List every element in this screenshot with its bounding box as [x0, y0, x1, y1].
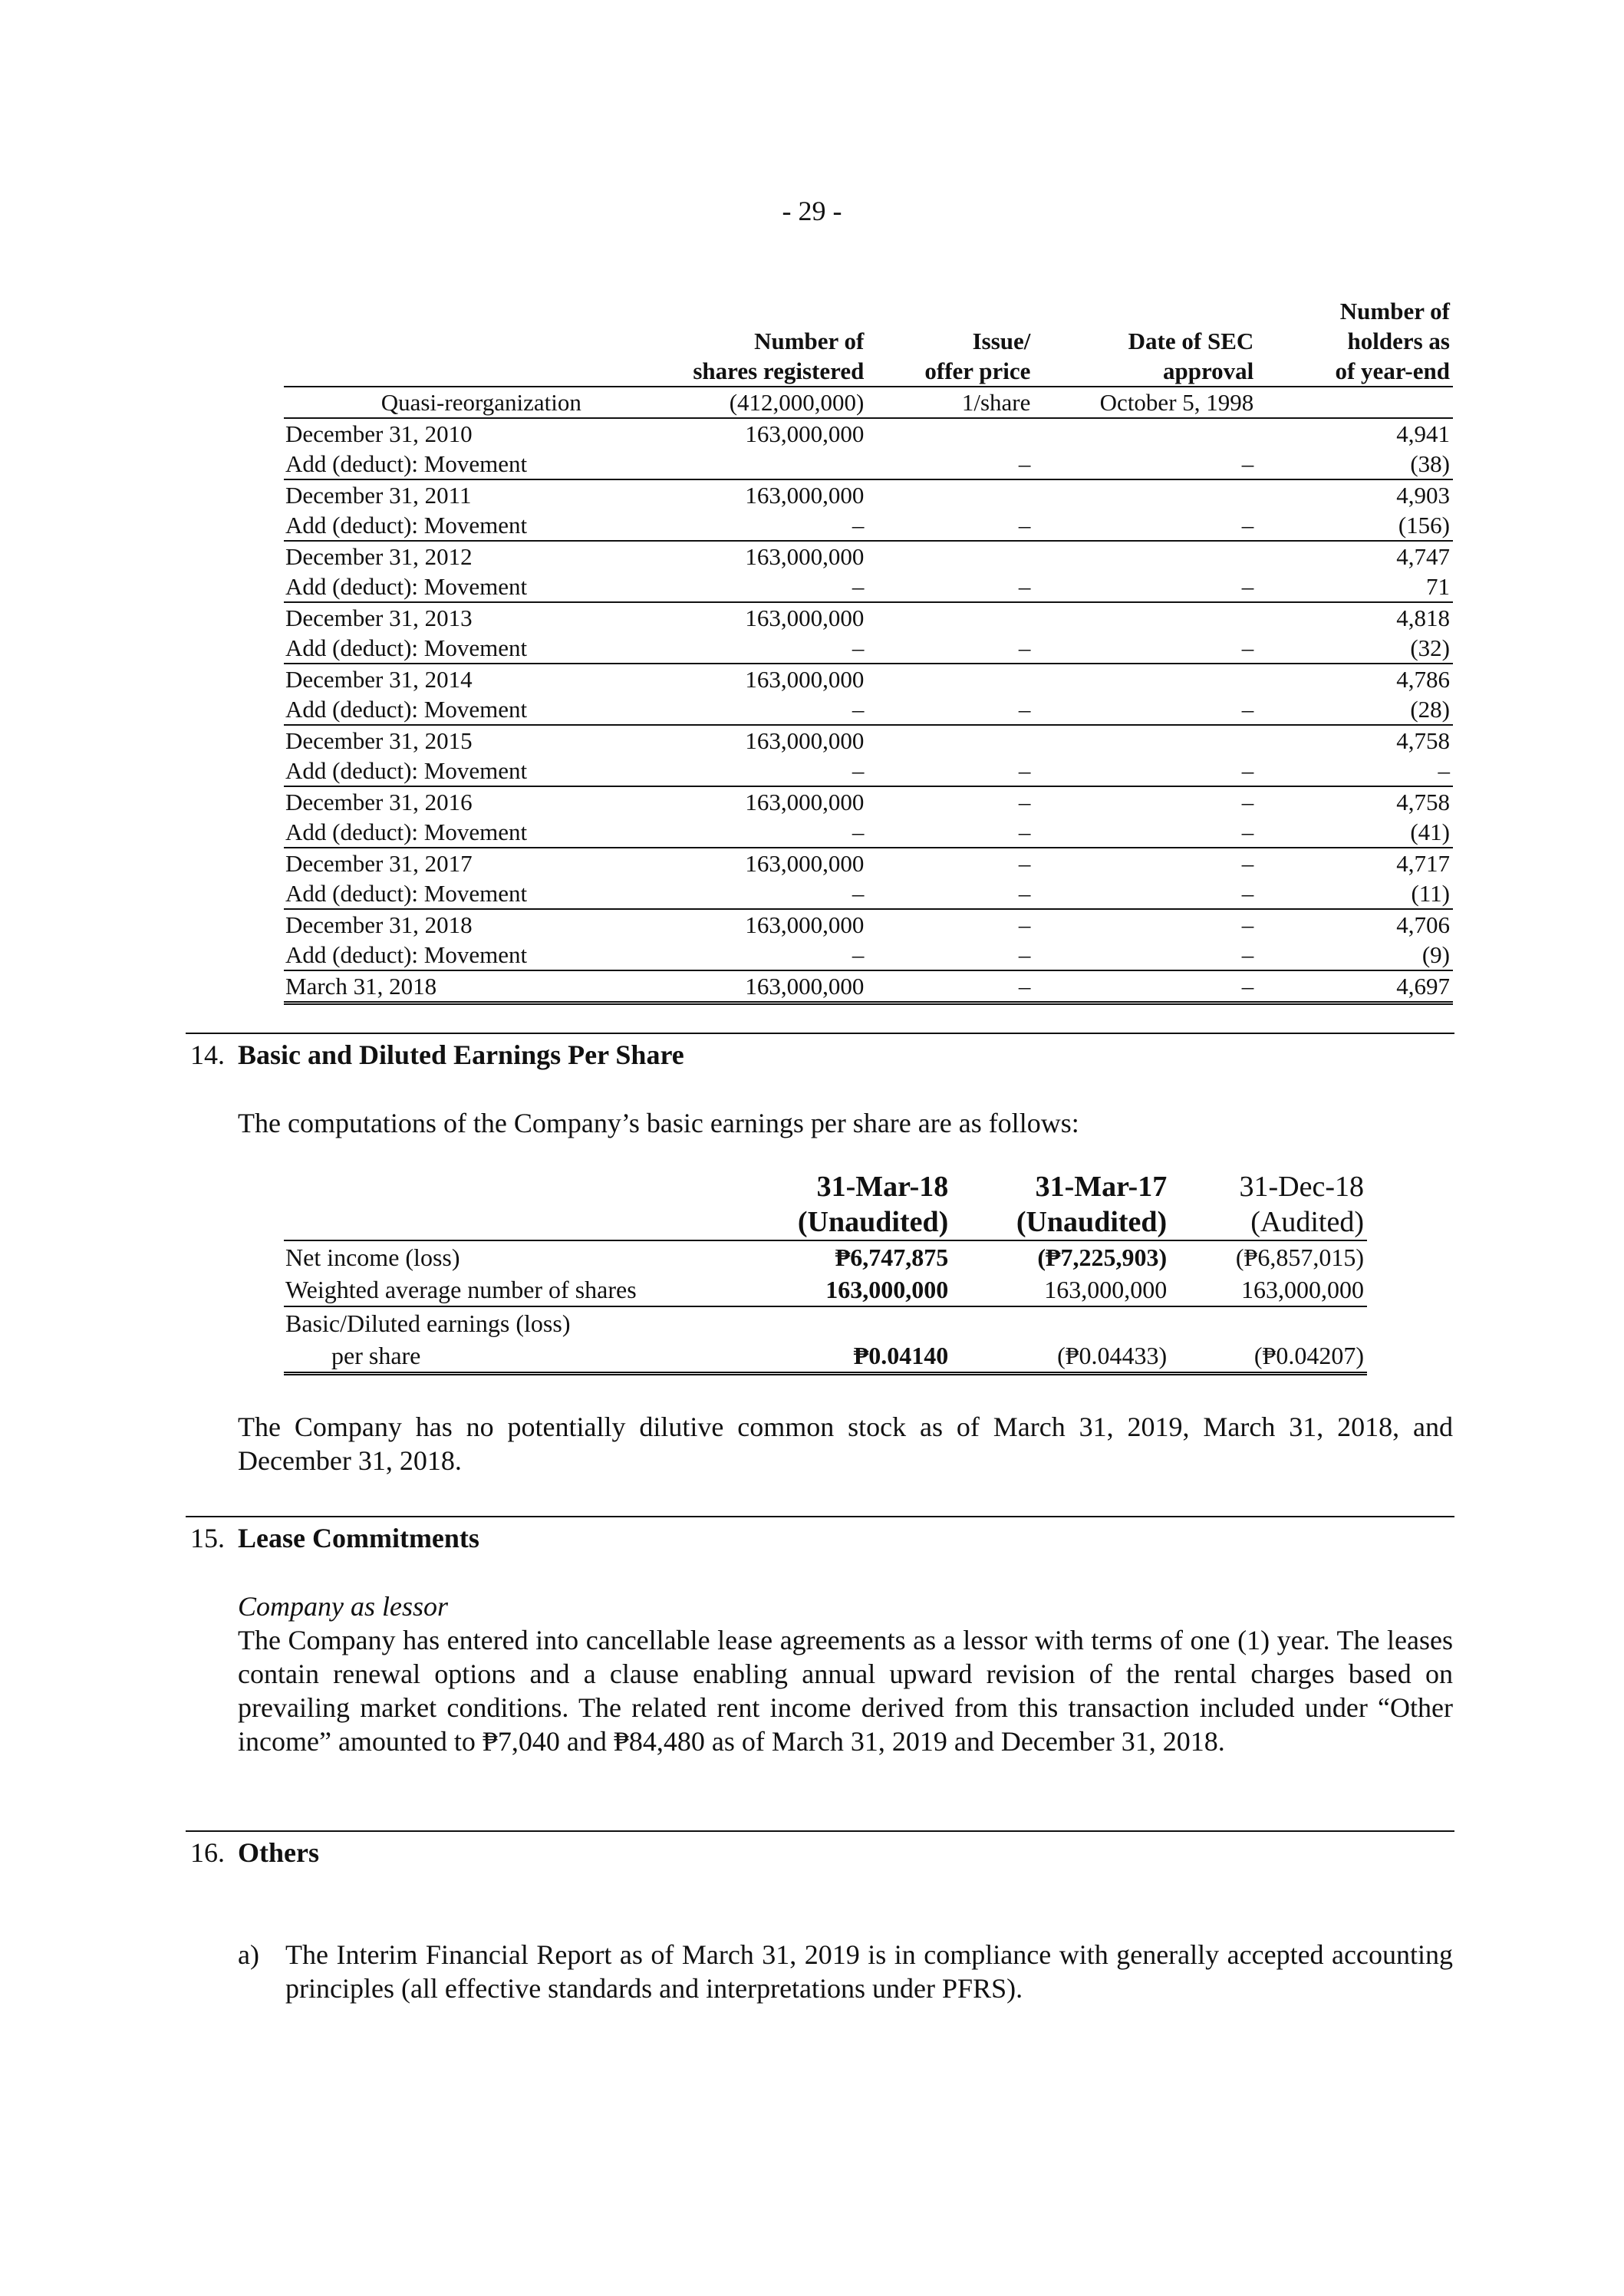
table-row	[284, 633, 1453, 664]
table-header-row-2	[284, 326, 1453, 356]
row-value: 163,000,000	[736, 1273, 948, 1306]
row-date: –	[1030, 970, 1253, 1003]
row-price: –	[864, 878, 1030, 909]
row-shares: 163,000,000	[745, 604, 865, 631]
row-shares: –	[679, 694, 865, 725]
row-shares: –	[679, 817, 865, 848]
list-marker: a)	[238, 1939, 259, 1970]
eps-header-row-1	[284, 1169, 1367, 1204]
section-divider	[186, 1830, 1454, 1832]
row-holders: 4,941	[1396, 420, 1450, 447]
row-price: –	[864, 817, 1030, 848]
section-15-heading	[190, 1522, 479, 1554]
row-label: December 31, 2017	[285, 850, 473, 877]
table-row	[284, 449, 1453, 479]
row-price: –	[864, 756, 1030, 786]
row-price: –	[864, 572, 1030, 602]
section-title: Lease Commitments	[238, 1523, 479, 1553]
row-holders: 4,758	[1396, 789, 1450, 815]
table-row	[284, 479, 1453, 510]
row-label: December 31, 2010	[285, 420, 473, 447]
row-date: –	[1030, 449, 1253, 479]
header-holders-line3: of year-end	[1253, 356, 1453, 387]
row-date	[1030, 725, 1253, 756]
header-holders-line1: Number of	[1339, 298, 1450, 324]
section-title: Others	[238, 1837, 319, 1868]
row-label: Net income (loss)	[285, 1244, 460, 1271]
lease-body: The Company has entered into cancellable lease agreements as a lessor with terms of one (1) year. The leases contain renewal options and a clause enabling annual upward revision of the rental charges based on prevailing market conditions. The related rent income derived from this transaction included under “Other income” amounted to ₱7,040 and ₱84,480 as of March 31, 2019 and December 31, 2018.	[238, 1625, 1453, 1757]
row-value: (₱0.04207)	[1167, 1339, 1367, 1374]
row-label: Basic/Diluted earnings (loss)	[285, 1309, 571, 1337]
table-header-row-1	[284, 296, 1453, 326]
section-16-heading	[190, 1836, 319, 1869]
row-date: –	[1030, 817, 1253, 848]
quasi-reorganization-row	[284, 387, 1453, 418]
row-shares: –	[679, 756, 865, 786]
section-number: 16.	[190, 1837, 225, 1868]
row-label: per share	[284, 1339, 736, 1374]
row-price	[864, 479, 1030, 510]
header-shares-line1: Number of	[754, 328, 865, 354]
row-holders: 4,717	[1396, 850, 1450, 877]
eps-header-row-2	[284, 1204, 1367, 1240]
table-header-row-3	[284, 356, 1453, 387]
row-shares: –	[679, 510, 865, 541]
row-price	[864, 725, 1030, 756]
table-row	[284, 572, 1453, 602]
row-date: –	[1241, 789, 1254, 815]
table-row	[284, 725, 1453, 756]
row-price: –	[1018, 911, 1031, 938]
row-holders: 4,706	[1396, 911, 1450, 938]
row-shares: –	[679, 633, 865, 664]
header-price-line2: offer price	[864, 356, 1030, 387]
row-price: 1/share	[864, 387, 1030, 418]
section-title: Basic and Diluted Earnings Per Share	[238, 1039, 684, 1070]
row-holders: 4,818	[1396, 604, 1450, 631]
row-price: –	[864, 449, 1030, 479]
eps-col1-line2: (Unaudited)	[736, 1204, 948, 1240]
eps-per-share-row	[284, 1339, 1367, 1374]
row-holders: 4,903	[1396, 482, 1450, 509]
row-holders: 4,758	[1396, 727, 1450, 754]
page-number: - 29 -	[782, 196, 842, 226]
row-shares: –	[679, 940, 865, 970]
row-price: –	[864, 633, 1030, 664]
eps-weighted-row	[284, 1273, 1367, 1306]
eps-col2-line2: (Unaudited)	[948, 1204, 1167, 1240]
row-shares: 163,000,000	[745, 911, 865, 938]
eps-col3-line1: 31-Dec-18	[1239, 1171, 1364, 1203]
eps-col3-line2: (Audited)	[1167, 1204, 1367, 1240]
row-date: –	[1241, 850, 1254, 877]
row-shares: 163,000,000	[745, 543, 865, 570]
section-divider	[186, 1516, 1454, 1517]
row-holders: (156)	[1253, 510, 1453, 541]
row-shares	[679, 449, 865, 479]
eps-col1-line1: 31-Mar-18	[816, 1171, 949, 1203]
row-holders: (9)	[1253, 940, 1453, 970]
table-row	[284, 848, 1453, 878]
table-row	[284, 418, 1453, 449]
header-price-line1: Issue/	[972, 328, 1031, 354]
row-label: Add (deduct): Movement	[284, 940, 679, 970]
table-row	[284, 970, 1453, 1003]
section-divider	[186, 1033, 1454, 1034]
eps-label-row	[284, 1306, 1367, 1339]
row-shares: 163,000,000	[745, 850, 865, 877]
section-number: 15.	[190, 1523, 225, 1553]
header-sec-line1: Date of SEC	[1128, 328, 1254, 354]
eps-col2-line1: 31-Mar-17	[1035, 1171, 1168, 1203]
row-holders: (38)	[1253, 449, 1453, 479]
row-price: –	[864, 510, 1030, 541]
row-label: Add (deduct): Movement	[284, 878, 679, 909]
row-value: 163,000,000	[1167, 1273, 1367, 1306]
row-label: Add (deduct): Movement	[284, 817, 679, 848]
table-row	[284, 940, 1453, 970]
row-date: –	[1030, 510, 1253, 541]
header-sec-line2: approval	[1030, 356, 1253, 387]
row-holders: 4,786	[1396, 666, 1450, 693]
eps-table	[284, 1169, 1367, 1375]
row-date: –	[1030, 878, 1253, 909]
table-row	[284, 909, 1453, 940]
row-date	[1030, 418, 1253, 449]
row-price: –	[864, 940, 1030, 970]
row-label: Add (deduct): Movement	[284, 756, 679, 786]
row-price	[864, 664, 1030, 694]
eps-intro: The computations of the Company’s basic earnings per share are as follows:	[238, 1108, 1079, 1138]
lessor-subheading: Company as lessor	[238, 1591, 449, 1622]
table-row	[284, 664, 1453, 694]
row-holders: 4,697	[1253, 970, 1453, 1003]
row-shares: –	[679, 572, 865, 602]
row-shares: 163,000,000	[679, 970, 865, 1003]
row-shares: 163,000,000	[745, 727, 865, 754]
row-holders: 4,747	[1396, 543, 1450, 570]
row-label: Weighted average number of shares	[284, 1273, 736, 1306]
header-shares-line2: shares registered	[679, 356, 865, 387]
row-value: ₱0.04140	[736, 1339, 948, 1374]
table-row	[284, 510, 1453, 541]
row-label: December 31, 2014	[285, 666, 473, 693]
row-label: Add (deduct): Movement	[284, 633, 679, 664]
row-shares: 163,000,000	[745, 666, 865, 693]
row-label: Add (deduct): Movement	[284, 572, 679, 602]
section-number: 14.	[190, 1039, 225, 1070]
row-label: Add (deduct): Movement	[284, 449, 679, 479]
section-14-heading	[190, 1039, 684, 1071]
row-date: –	[1030, 633, 1253, 664]
row-holders: (11)	[1253, 878, 1453, 909]
row-value: (₱7,225,903)	[1037, 1244, 1168, 1271]
table-row	[284, 817, 1453, 848]
table-row	[284, 541, 1453, 572]
row-shares: 163,000,000	[745, 482, 865, 509]
table-row	[284, 786, 1453, 817]
row-price: –	[1018, 850, 1031, 877]
row-label: Add (deduct): Movement	[284, 510, 679, 541]
row-value: 163,000,000	[948, 1273, 1167, 1306]
row-date	[1030, 541, 1253, 572]
row-holders: (28)	[1253, 694, 1453, 725]
row-label: December 31, 2012	[285, 543, 473, 570]
row-label: December 31, 2013	[285, 604, 473, 631]
row-holders: 71	[1253, 572, 1453, 602]
row-price	[864, 602, 1030, 633]
row-label: Quasi-reorganization	[284, 387, 679, 418]
row-holders: –	[1253, 756, 1453, 786]
row-shares: –	[679, 878, 865, 909]
share-registration-table	[284, 296, 1453, 1005]
row-date: –	[1030, 694, 1253, 725]
row-price: –	[864, 694, 1030, 725]
row-date: –	[1241, 911, 1254, 938]
row-holders: (41)	[1253, 817, 1453, 848]
row-shares: (412,000,000)	[679, 387, 865, 418]
row-date	[1030, 479, 1253, 510]
row-shares: 163,000,000	[745, 789, 865, 815]
row-price	[864, 418, 1030, 449]
row-label: December 31, 2015	[285, 727, 473, 754]
row-date	[1030, 664, 1253, 694]
row-value: (₱6,857,015)	[1235, 1244, 1364, 1271]
list-item: The Interim Financial Report as of March 31, 2019 is in compliance with generally accepted accounting principles (all effective standards and interpretations under PFRS).	[285, 1939, 1453, 2004]
row-label: December 31, 2016	[285, 789, 473, 815]
eps-net-income-row	[284, 1240, 1367, 1273]
row-label: December 31, 2011	[285, 482, 472, 509]
table-row	[284, 756, 1453, 786]
row-label: Add (deduct): Movement	[284, 694, 679, 725]
row-date: –	[1030, 756, 1253, 786]
table-row	[284, 694, 1453, 725]
row-price: –	[864, 970, 1030, 1003]
row-date: –	[1030, 572, 1253, 602]
row-price: –	[1018, 789, 1031, 815]
header-holders-line2: holders as	[1347, 328, 1450, 354]
dilutive-note: The Company has no potentially dilutive common stock as of March 31, 2019, March 31, 2018, and December 31, 2018.	[238, 1412, 1453, 1476]
row-label: March 31, 2018	[284, 970, 679, 1003]
row-label: December 31, 2018	[285, 911, 473, 938]
table-row	[284, 602, 1453, 633]
row-date: –	[1030, 940, 1253, 970]
row-price	[864, 541, 1030, 572]
row-shares: 163,000,000	[745, 420, 865, 447]
table-row	[284, 878, 1453, 909]
row-holders: (32)	[1253, 633, 1453, 664]
row-date	[1030, 602, 1253, 633]
row-value: (₱0.04433)	[948, 1339, 1167, 1374]
row-value: ₱6,747,875	[835, 1244, 949, 1271]
row-date: October 5, 1998	[1030, 387, 1253, 418]
